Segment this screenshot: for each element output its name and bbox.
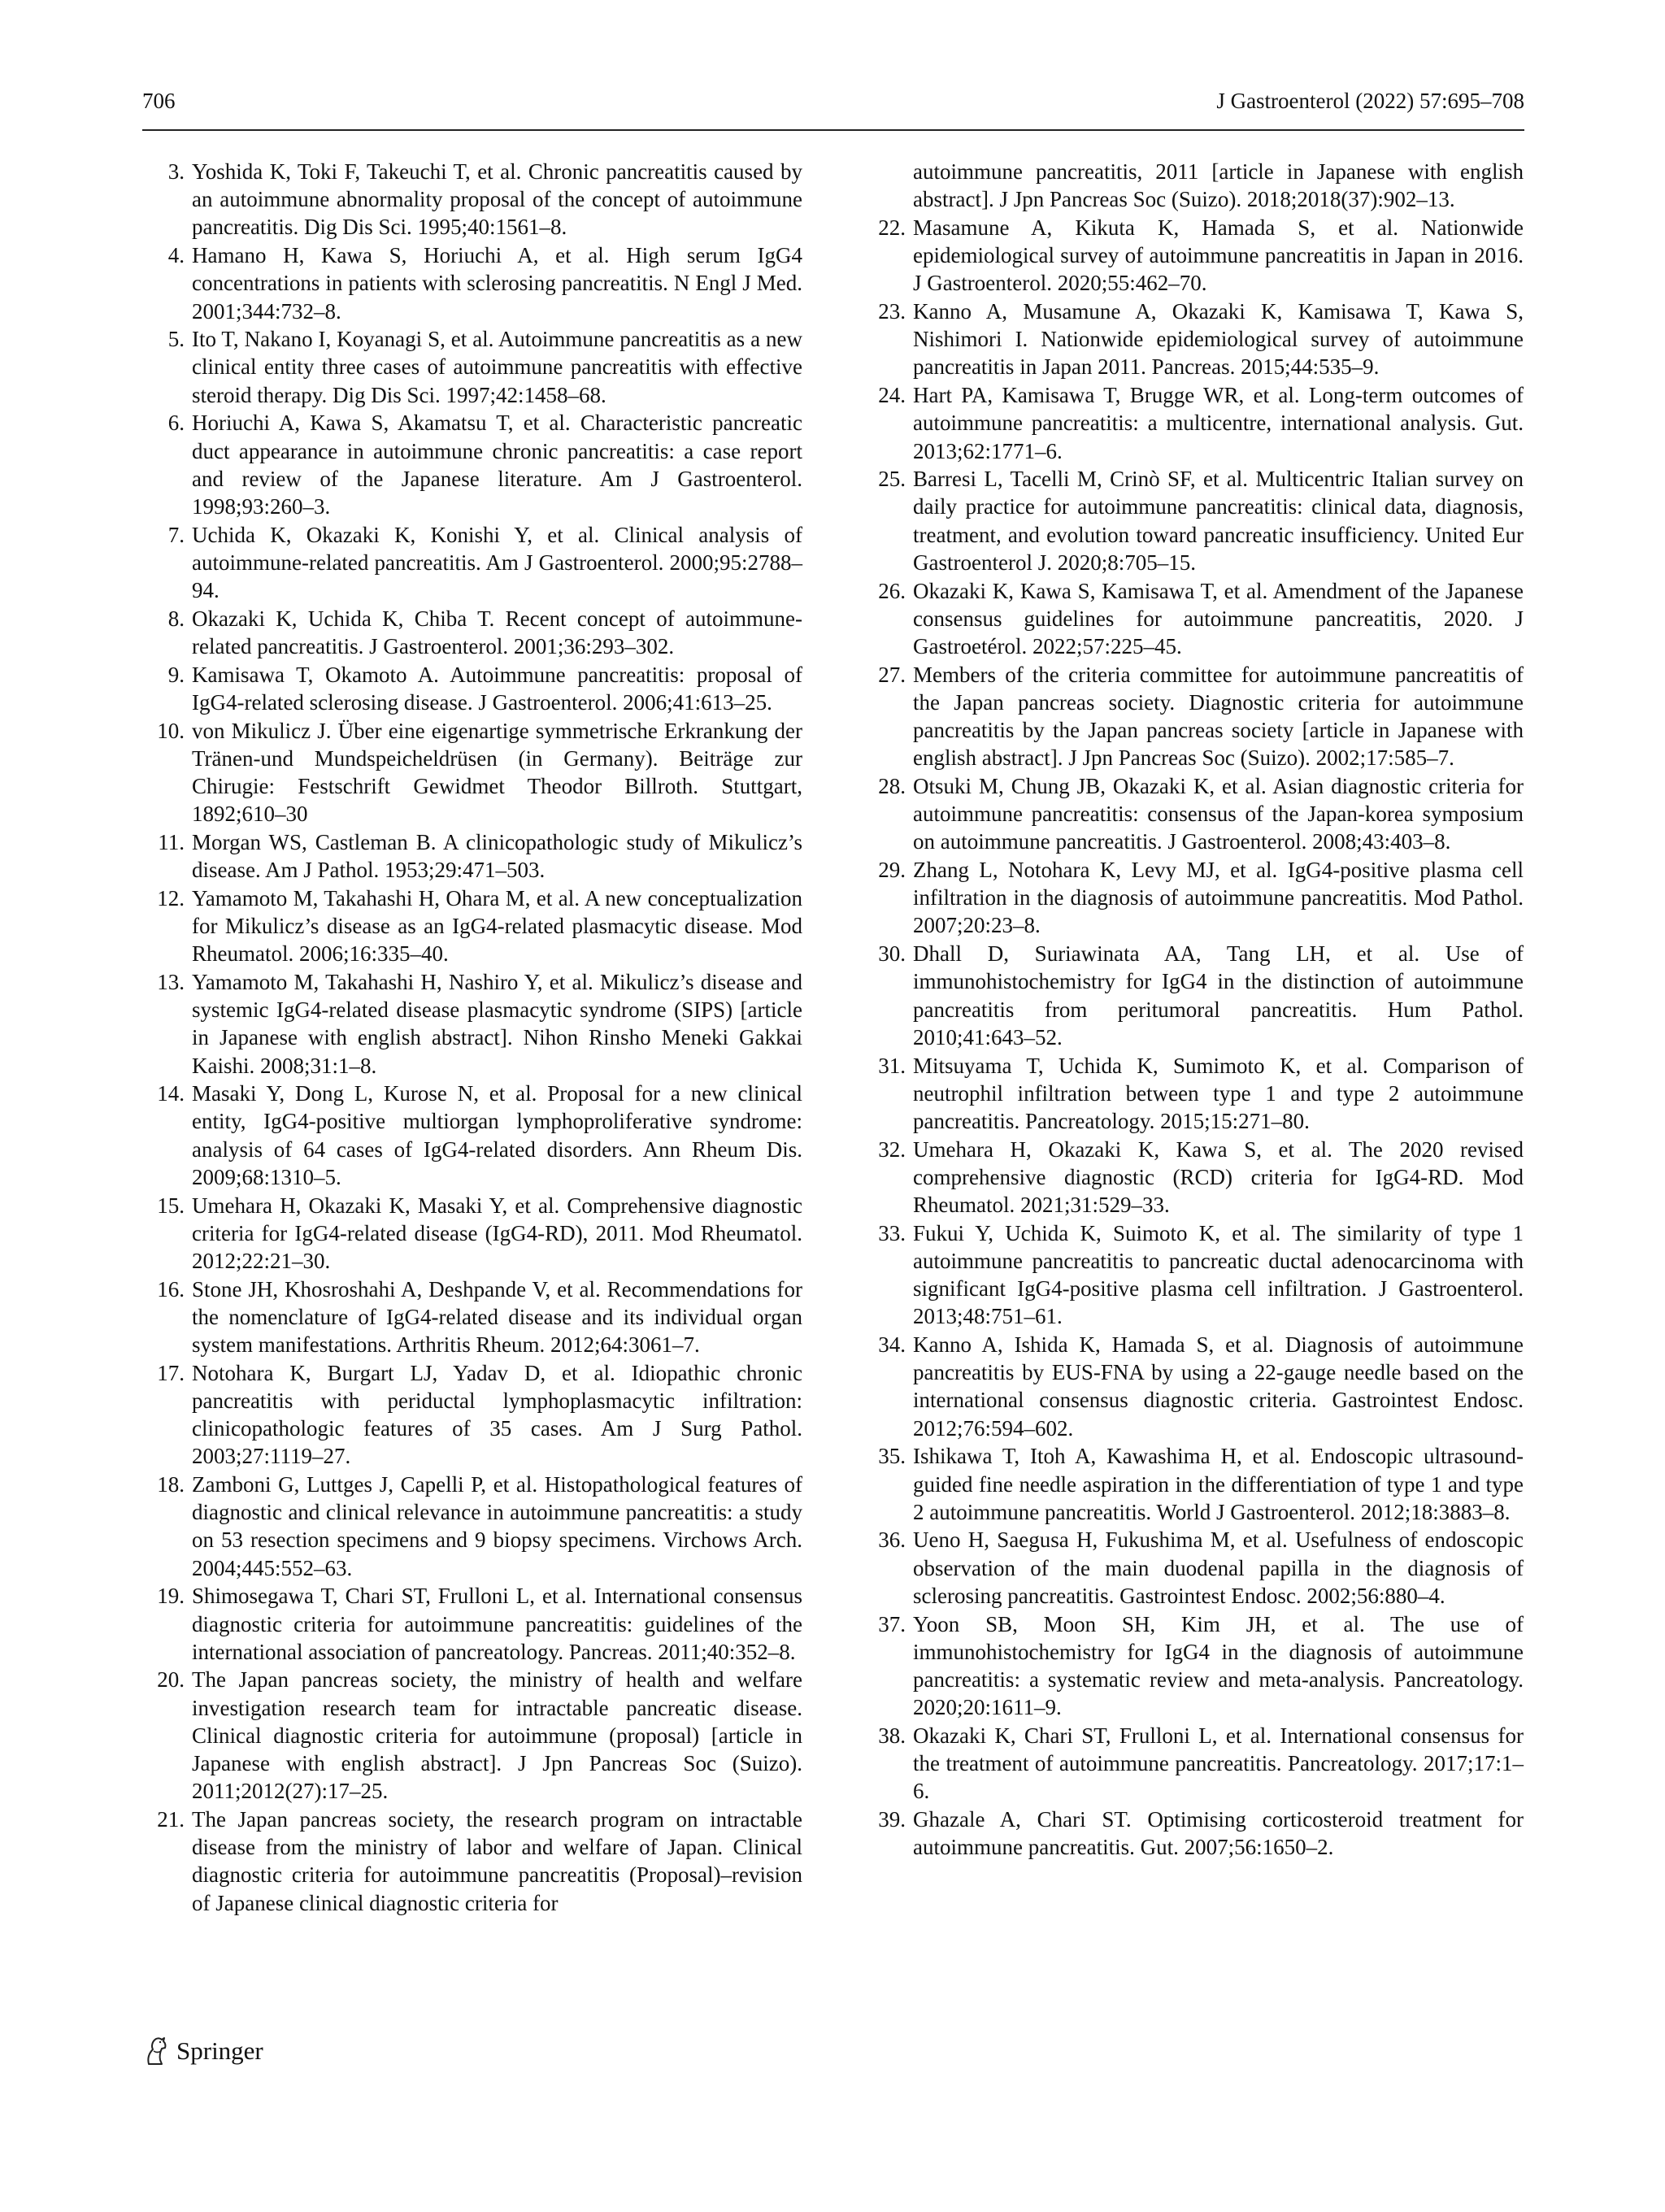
reference-item [142,1806,802,1917]
reference-item [863,1052,1524,1136]
reference-item [863,1136,1524,1219]
reference-text: Umehara H, Okazaki K, Kawa S, et al. The 2020 revised comprehensive diagnostic (RCD) criteria for IgG4-RD. Mod Rheumatol. 2021;31:529–33. [913,1136,1524,1218]
reference-number: 20. [157,1667,185,1693]
reference-text: Okazaki K, Uchida K, Chiba T. Recent concept of autoimmune-related pancreatitis. J Gastroenterol. 2001;36:293–302. [192,606,802,658]
reference-text: Notohara K, Burgart LJ, Yadav D, et al. Idiopathic chronic pancreatitis with periductal lymphoplasmacytic infiltration: clinicopathologic features of 35 cases. Am J Surg Pathol. 2003;27:1119–27. [192,1360,802,1469]
reference-item [863,214,1524,298]
reference-item [142,717,802,828]
page-number: 706 [142,89,176,113]
header-rule [142,129,1524,131]
reference-text: Okazaki K, Kawa S, Kamisawa T, et al. Amendment of the Japanese consensus guidelines for autoimmune pancreatitis, 2020. J Gastroetérol. 2022;57:225–45. [913,578,1524,658]
reference-item [142,158,802,241]
reference-text: Kanno A, Musamune A, Okazaki K, Kamisawa T, Kawa S, Nishimori I. Nationwide epidemiological survey of autoimmune pancreatitis in Japan 2011. Pancreas. 2015;44:535–9. [913,299,1524,380]
reference-number: 22. [878,215,906,240]
reference-item [863,1331,1524,1442]
reference-item [863,1806,1524,1861]
reference-text: Ghazale A, Chari ST. Optimising corticosteroid treatment for autoimmune pancreatitis. Gut. 2007;56:1650–2. [913,1806,1524,1860]
reference-number: 30. [878,941,906,967]
reference-text: Yoon SB, Moon SH, Kim JH, et al. The use of immunohistochemistry for IgG4 in the diagnosis of autoimmune pancreatitis: a systematic review and meta-analysis. Pancreatology. 2020;20:1611–9. [913,1611,1524,1720]
reference-number: 35. [878,1444,906,1469]
reference-number: 18. [157,1472,185,1497]
reference-text: Mitsuyama T, Uchida K, Sumimoto K, et al. Comparison of neutrophil infiltration between type 1 and type 2 autoimmune pancreatitis. Pancreatology. 2015;15:271–80. [913,1053,1524,1133]
reference-number: 13. [157,969,185,994]
reference-number: 36. [878,1528,906,1553]
reference-item [142,1666,802,1805]
reference-text: Horiuchi A, Kawa S, Akamatsu T, et al. Characteristic pancreatic duct appearance in autoimmune chronic pancreatitis: a case report and review of the Japanese literature. Am J Gastroenterol. 1998;93:260–3. [192,411,802,519]
reference-number: 6. [167,411,185,436]
reference-item [863,940,1524,1051]
reference-text: Ito T, Nakano I, Koyanagi S, et al. Autoimmune pancreatitis as a new clinical entity three cases of autoimmune pancreatitis with effective steroid therapy. Dig Dis Sci. 1997;42:1458–68. [192,327,802,407]
reference-list-right-column [863,158,1524,1862]
reference-item [142,325,802,409]
reference-text: Otsuki M, Chung JB, Okazaki K, et al. Asian diagnostic criteria for autoimmune pancreatitis: consensus of the Japan-korea symposium on autoimmune pancreatitis. J Gastroenterol. 2008;43:403–8. [913,773,1524,854]
running-header [142,89,1524,123]
reference-number: 38. [878,1723,906,1748]
reference-number: 25. [878,467,906,492]
reference-number: 24. [878,383,906,408]
reference-number: 9. [167,662,185,687]
reference-text: Dhall D, Suriawinata AA, Tang LH, et al. Use of immunohistochemistry for IgG4 in the distinction of autoimmune pancreatitis from peritumoral pancreatitis. Hum Pathol. 2010;41:643–52. [913,941,1524,1050]
reference-item [142,1080,802,1191]
reference-item [863,381,1524,465]
springer-horse-icon [142,2035,170,2067]
reference-item [863,465,1524,576]
reference-text: The Japan pancreas society, the ministry of health and welfare investigation research team for intractable pancreatic disease. Clinical diagnostic criteria for autoimmune (proposal) [article in Japanese with english abstract]. J Jpn Pancreas Soc (Suizo). 2011;2012(27):17–25. [192,1667,802,1804]
reference-number: 23. [878,299,906,324]
reference-number: 4. [167,243,185,268]
reference-text: Barresi L, Tacelli M, Crinò SF, et al. Multicentric Italian survey on daily practice for autoimmune pancreatitis: clinical data, diagnosis, treatment, and evolution toward pancreatic insufficiency. United Eur Gastroenterol J. 2020;8:705–15. [913,467,1524,575]
reference-text: Umehara H, Okazaki K, Masaki Y, et al. Comprehensive diagnostic criteria for IgG4-related disease (IgG4-RD), 2011. Mod Rheumatol. 2012;22:21–30. [192,1193,802,1273]
reference-item [142,1359,802,1471]
reference-item [142,968,802,1080]
reference-text: Members of the criteria committee for autoimmune pancreatitis of the Japan pancreas society. Diagnostic criteria for autoimmune pancreatitis by the Japan pancreas society [article in Japanese with english abstract]. J Jpn Pancreas Soc (Suizo). 2002;17:585–7. [913,662,1524,771]
reference-item [863,577,1524,661]
reference-number: 39. [878,1806,906,1832]
reference-text: Masamune A, Kikuta K, Hamada S, et al. Nationwide epidemiological survey of autoimmune pancreatitis in Japan in 2016. J Gastroenterol. 2020;55:462–70. [913,215,1524,296]
reference-text: Masaki Y, Dong L, Kurose N, et al. Proposal for a new clinical entity, IgG4-positive multiorgan lymphoproliferative syndrome: analysis of 64 cases of IgG4-related disorders. Ann Rheum Dis. 2009;68:1310–5. [192,1081,802,1189]
reference-number: 33. [878,1220,906,1245]
reference-number: 37. [878,1611,906,1636]
publisher-footer [142,2032,263,2070]
reference-text: Hamano H, Kawa S, Horiuchi A, et al. High serum IgG4 concentrations in patients with sclerosing pancreatitis. N Engl J Med. 2001;344:732–8. [192,243,802,324]
reference-item [142,521,802,605]
reference-text: Zhang L, Notohara K, Levy MJ, et al. IgG4-positive plasma cell infiltration in the diagnosis of autoimmune pancreatitis. Mod Pathol. 2007;20:23–8. [913,858,1524,938]
reference-number: 5. [167,327,185,352]
publisher-name: Springer [176,2036,263,2065]
reference-number: 21. [157,1806,185,1832]
reference-continuation: autoimmune pancreatitis, 2011 [article in Japanese with english abstract]. J Jpn Pancreas Soc (Suizo). 2018;2018(37):902–13. [913,159,1524,212]
reference-text: Kamisawa T, Okamoto A. Autoimmune pancreatitis: proposal of IgG4-related sclerosing disease. J Gastroenterol. 2006;41:613–25. [192,662,802,715]
reference-number: 32. [878,1136,906,1162]
reference-number: 8. [167,606,185,631]
reference-number: 29. [878,858,906,883]
reference-number: 26. [878,578,906,603]
reference-item [142,661,802,716]
reference-text: Yamamoto M, Takahashi H, Nashiro Y, et al. Mikulicz’s disease and systemic IgG4-related disease plasmacytic syndrome (SIPS) [article in Japanese with english abstract]. Nihon Rinsho Meneki Gakkai Kaishi. 2008;31:1–8. [192,969,802,1078]
reference-text: Morgan WS, Castleman B. A clinicopathologic study of Mikulicz’s disease. Am J Pathol. 1953;29:471–503. [192,829,802,883]
reference-number: 19. [157,1584,185,1609]
reference-item [863,661,1524,772]
reference-text: Okazaki K, Chari ST, Frulloni L, et al. International consensus for the treatment of autoimmune pancreatitis. Pancreatology. 2017;17:1–6. [913,1723,1524,1804]
reference-number: 34. [878,1332,906,1358]
reference-number: 27. [878,662,906,687]
reference-text: Hart PA, Kamisawa T, Brugge WR, et al. Long-term outcomes of autoimmune pancreatitis: a multicentre, international analysis. Gut. 2013;62:1771–6. [913,383,1524,463]
reference-item [142,605,802,660]
reference-item [863,1722,1524,1806]
reference-item [863,298,1524,381]
reference-number: 31. [878,1053,906,1078]
reference-item [142,1582,802,1666]
reference-item [142,1471,802,1582]
reference-text: Yoshida K, Toki F, Takeuchi T, et al. Chronic pancreatitis caused by an autoimmune abnormality proposal of the concept of autoimmune pancreatitis. Dig Dis Sci. 1995;40:1561–8. [192,159,802,240]
reference-item [863,1526,1524,1610]
reference-item [863,1610,1524,1722]
reference-item [863,1219,1524,1331]
reference-number: 11. [158,829,185,854]
reference-number: 28. [878,773,906,798]
reference-text: Yamamoto M, Takahashi H, Ohara M, et al. A new conceptualization for Mikulicz’s disease as an IgG4-related plasmacytic disease. Mod Rheumatol. 2006;16:335–40. [192,885,802,967]
reference-text: Zamboni G, Luttges J, Capelli P, et al. Histopathological features of diagnostic and clinical relevance in autoimmune pancreatitis: a study on 53 resection specimens and 9 biopsy specimens. Virchows Arch. 2004;445:552–63. [192,1472,802,1580]
reference-item [863,772,1524,856]
reference-item [863,856,1524,940]
reference-text: The Japan pancreas society, the research program on intractable disease from the ministry of labor and welfare of Japan. Clinical diagnostic criteria for autoimmune pancreatitis (Proposal)–revision of Japanese clinical diagnostic criteria for [192,1806,802,1915]
reference-number: 17. [157,1360,185,1385]
reference-item [142,1192,802,1275]
reference-item [142,241,802,325]
reference-number: 15. [157,1193,185,1218]
reference-text: Ueno H, Saegusa H, Fukushima M, et al. Usefulness of endoscopic observation of the main duodenal papilla in the diagnosis of sclerosing pancreatitis. Gastrointest Endosc. 2002;56:880–4. [913,1528,1524,1608]
reference-number: 16. [157,1276,185,1302]
reference-item [142,1275,802,1359]
reference-list-left-column [142,158,802,1917]
reference-text: Ishikawa T, Itoh A, Kawashima H, et al. Endoscopic ultrasound-guided fine needle aspiration in the differentiation of type 1 and type 2 autoimmune pancreatitis. World J Gastroenterol. 2012;18:3883–8. [913,1444,1524,1524]
reference-text: Kanno A, Ishida K, Hamada S, et al. Diagnosis of autoimmune pancreatitis by EUS-FNA by using a 22-gauge needle based on the international consensus diagnostic criteria. Gastrointest Endosc. 2012;76:594–602. [913,1332,1524,1441]
reference-item [142,409,802,520]
reference-number: 3. [167,159,185,184]
reference-text: Uchida K, Okazaki K, Konishi Y, et al. Clinical analysis of autoimmune-related pancreatitis. Am J Gastroenterol. 2000;95:2788–94. [192,522,802,603]
reference-text: von Mikulicz J. Über eine eigenartige symmetrische Erkrankung der Tränen-und Mundspeicheldrüsen (in Germany). Beiträge zur Chirugie: Festschrift Gewidmet Theodor Billroth. Stuttgart, 1892;610–30 [192,718,802,827]
reference-text: Shimosegawa T, Chari ST, Frulloni L, et al. International consensus diagnostic criteria for autoimmune pancreatitis: guidelines of the international association of pancreatology. Pancreas. 2011;40:352–8. [192,1584,802,1664]
reference-number: 14. [157,1081,185,1106]
reference-item [142,884,802,968]
reference-number: 7. [167,522,185,547]
reference-item [863,1442,1524,1526]
reference-number: 12. [157,885,185,910]
reference-text: Fukui Y, Uchida K, Suimoto K, et al. The similarity of type 1 autoimmune pancreatitis to pancreatic ductal adenocarcinoma with significant IgG4-positive plasma cell infiltration. J Gastroenterol. 2013;48:751–61. [913,1220,1524,1329]
reference-number: 10. [157,718,185,743]
journal-citation: J Gastroenterol (2022) 57:695–708 [1216,89,1524,113]
reference-item [142,828,802,884]
reference-text: Stone JH, Khosroshahi A, Deshpande V, et al. Recommendations for the nomenclature of IgG4-related disease and its individual organ system manifestations. Arthritis Rheum. 2012;64:3061–7. [192,1276,802,1358]
